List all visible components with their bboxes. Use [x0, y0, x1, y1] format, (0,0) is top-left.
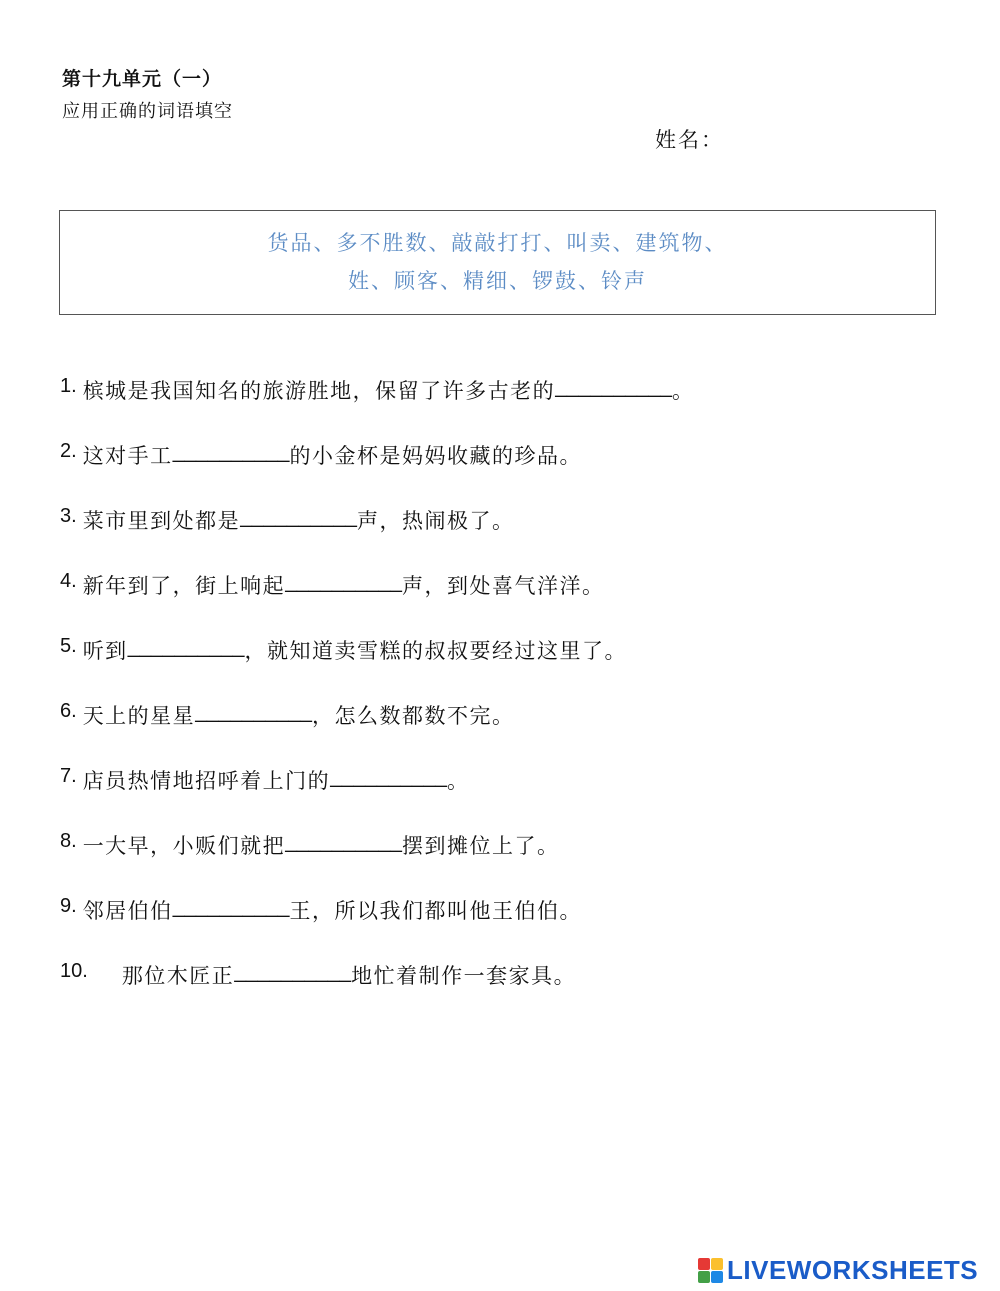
name-label: 姓名：	[655, 128, 724, 152]
question-text-after: ，怎么数都数不完。	[311, 704, 515, 728]
question-number: 8.	[60, 830, 77, 852]
word-bank-line-2: 姓、顾客、精细、锣鼓、铃声	[348, 269, 647, 293]
question-text-after: 声，到处喜气洋洋。	[401, 574, 605, 598]
question-list	[60, 375, 960, 1025]
question-10	[60, 960, 960, 1025]
question-text-before: 邻居伯伯	[82, 899, 173, 923]
answer-blank-1[interactable]: __________	[555, 375, 672, 398]
unit-title: 第十九单元（一）	[62, 68, 223, 90]
question-number: 3.	[60, 505, 77, 527]
question-number: 1.	[60, 375, 77, 397]
question-9	[60, 895, 960, 960]
question-text-before: 菜市里到处都是	[82, 509, 241, 533]
question-6	[60, 700, 960, 765]
question-text-after: 摆到摊位上了。	[401, 834, 560, 858]
answer-blank-10[interactable]: __________	[234, 960, 352, 983]
liveworksheets-logo-icon	[698, 1258, 723, 1283]
question-number: 9.	[60, 895, 77, 917]
question-5	[60, 635, 960, 700]
question-number: 7.	[60, 765, 77, 787]
question-1	[60, 375, 960, 440]
question-text-before: 新年到了，街上响起	[82, 574, 286, 598]
question-text-after: 声，热闹极了。	[356, 509, 515, 533]
question-text-after: 地忙着制作一套家具。	[351, 964, 577, 988]
answer-blank-8[interactable]: __________	[285, 830, 402, 853]
question-8	[60, 830, 960, 895]
question-number: 10.	[60, 960, 88, 982]
question-text-after: ，就知道卖雪糕的叔叔要经过这里了。	[244, 639, 627, 663]
question-3	[60, 505, 960, 570]
question-text-before: 天上的星星	[82, 704, 196, 728]
liveworksheets-branding[interactable]	[698, 1255, 978, 1286]
answer-blank-9[interactable]: __________	[172, 895, 290, 918]
question-number: 5.	[60, 635, 77, 657]
answer-blank-5[interactable]: __________	[127, 635, 245, 658]
question-number: 6.	[60, 700, 77, 722]
question-text-before: 槟城是我国知名的旅游胜地，保留了许多古老的	[82, 379, 556, 403]
question-text-after: 的小金杯是妈妈收藏的珍品。	[289, 444, 582, 468]
liveworksheets-logo-text: LIVEWORKSHEETS	[727, 1255, 979, 1285]
question-text-after: 。	[446, 769, 470, 793]
answer-blank-6[interactable]: __________	[195, 700, 312, 723]
question-text-before: 听到	[82, 639, 128, 663]
question-text-before: 那位木匠正	[121, 964, 235, 988]
answer-blank-4[interactable]: __________	[285, 570, 402, 593]
question-text-after: 。	[671, 379, 695, 403]
question-number: 4.	[60, 570, 77, 592]
question-text-after: 王，所以我们都叫他王伯伯。	[289, 899, 582, 923]
question-2	[60, 440, 960, 505]
answer-blank-2[interactable]: __________	[172, 440, 290, 463]
question-text-before: 这对手工	[82, 444, 173, 468]
answer-blank-3[interactable]: __________	[240, 505, 357, 528]
question-7	[60, 765, 960, 830]
question-4	[60, 570, 960, 635]
word-bank-line-1: 货品、多不胜数、敲敲打打、叫卖、建筑物、	[267, 231, 728, 255]
question-text-before: 一大早，小贩们就把	[82, 834, 286, 858]
instruction-text: 应用正确的词语填空	[62, 101, 233, 122]
answer-blank-7[interactable]: __________	[330, 765, 447, 788]
question-text-before: 店员热情地招呼着上门的	[82, 769, 331, 793]
question-number: 2.	[60, 440, 77, 462]
word-bank-box	[59, 210, 936, 315]
